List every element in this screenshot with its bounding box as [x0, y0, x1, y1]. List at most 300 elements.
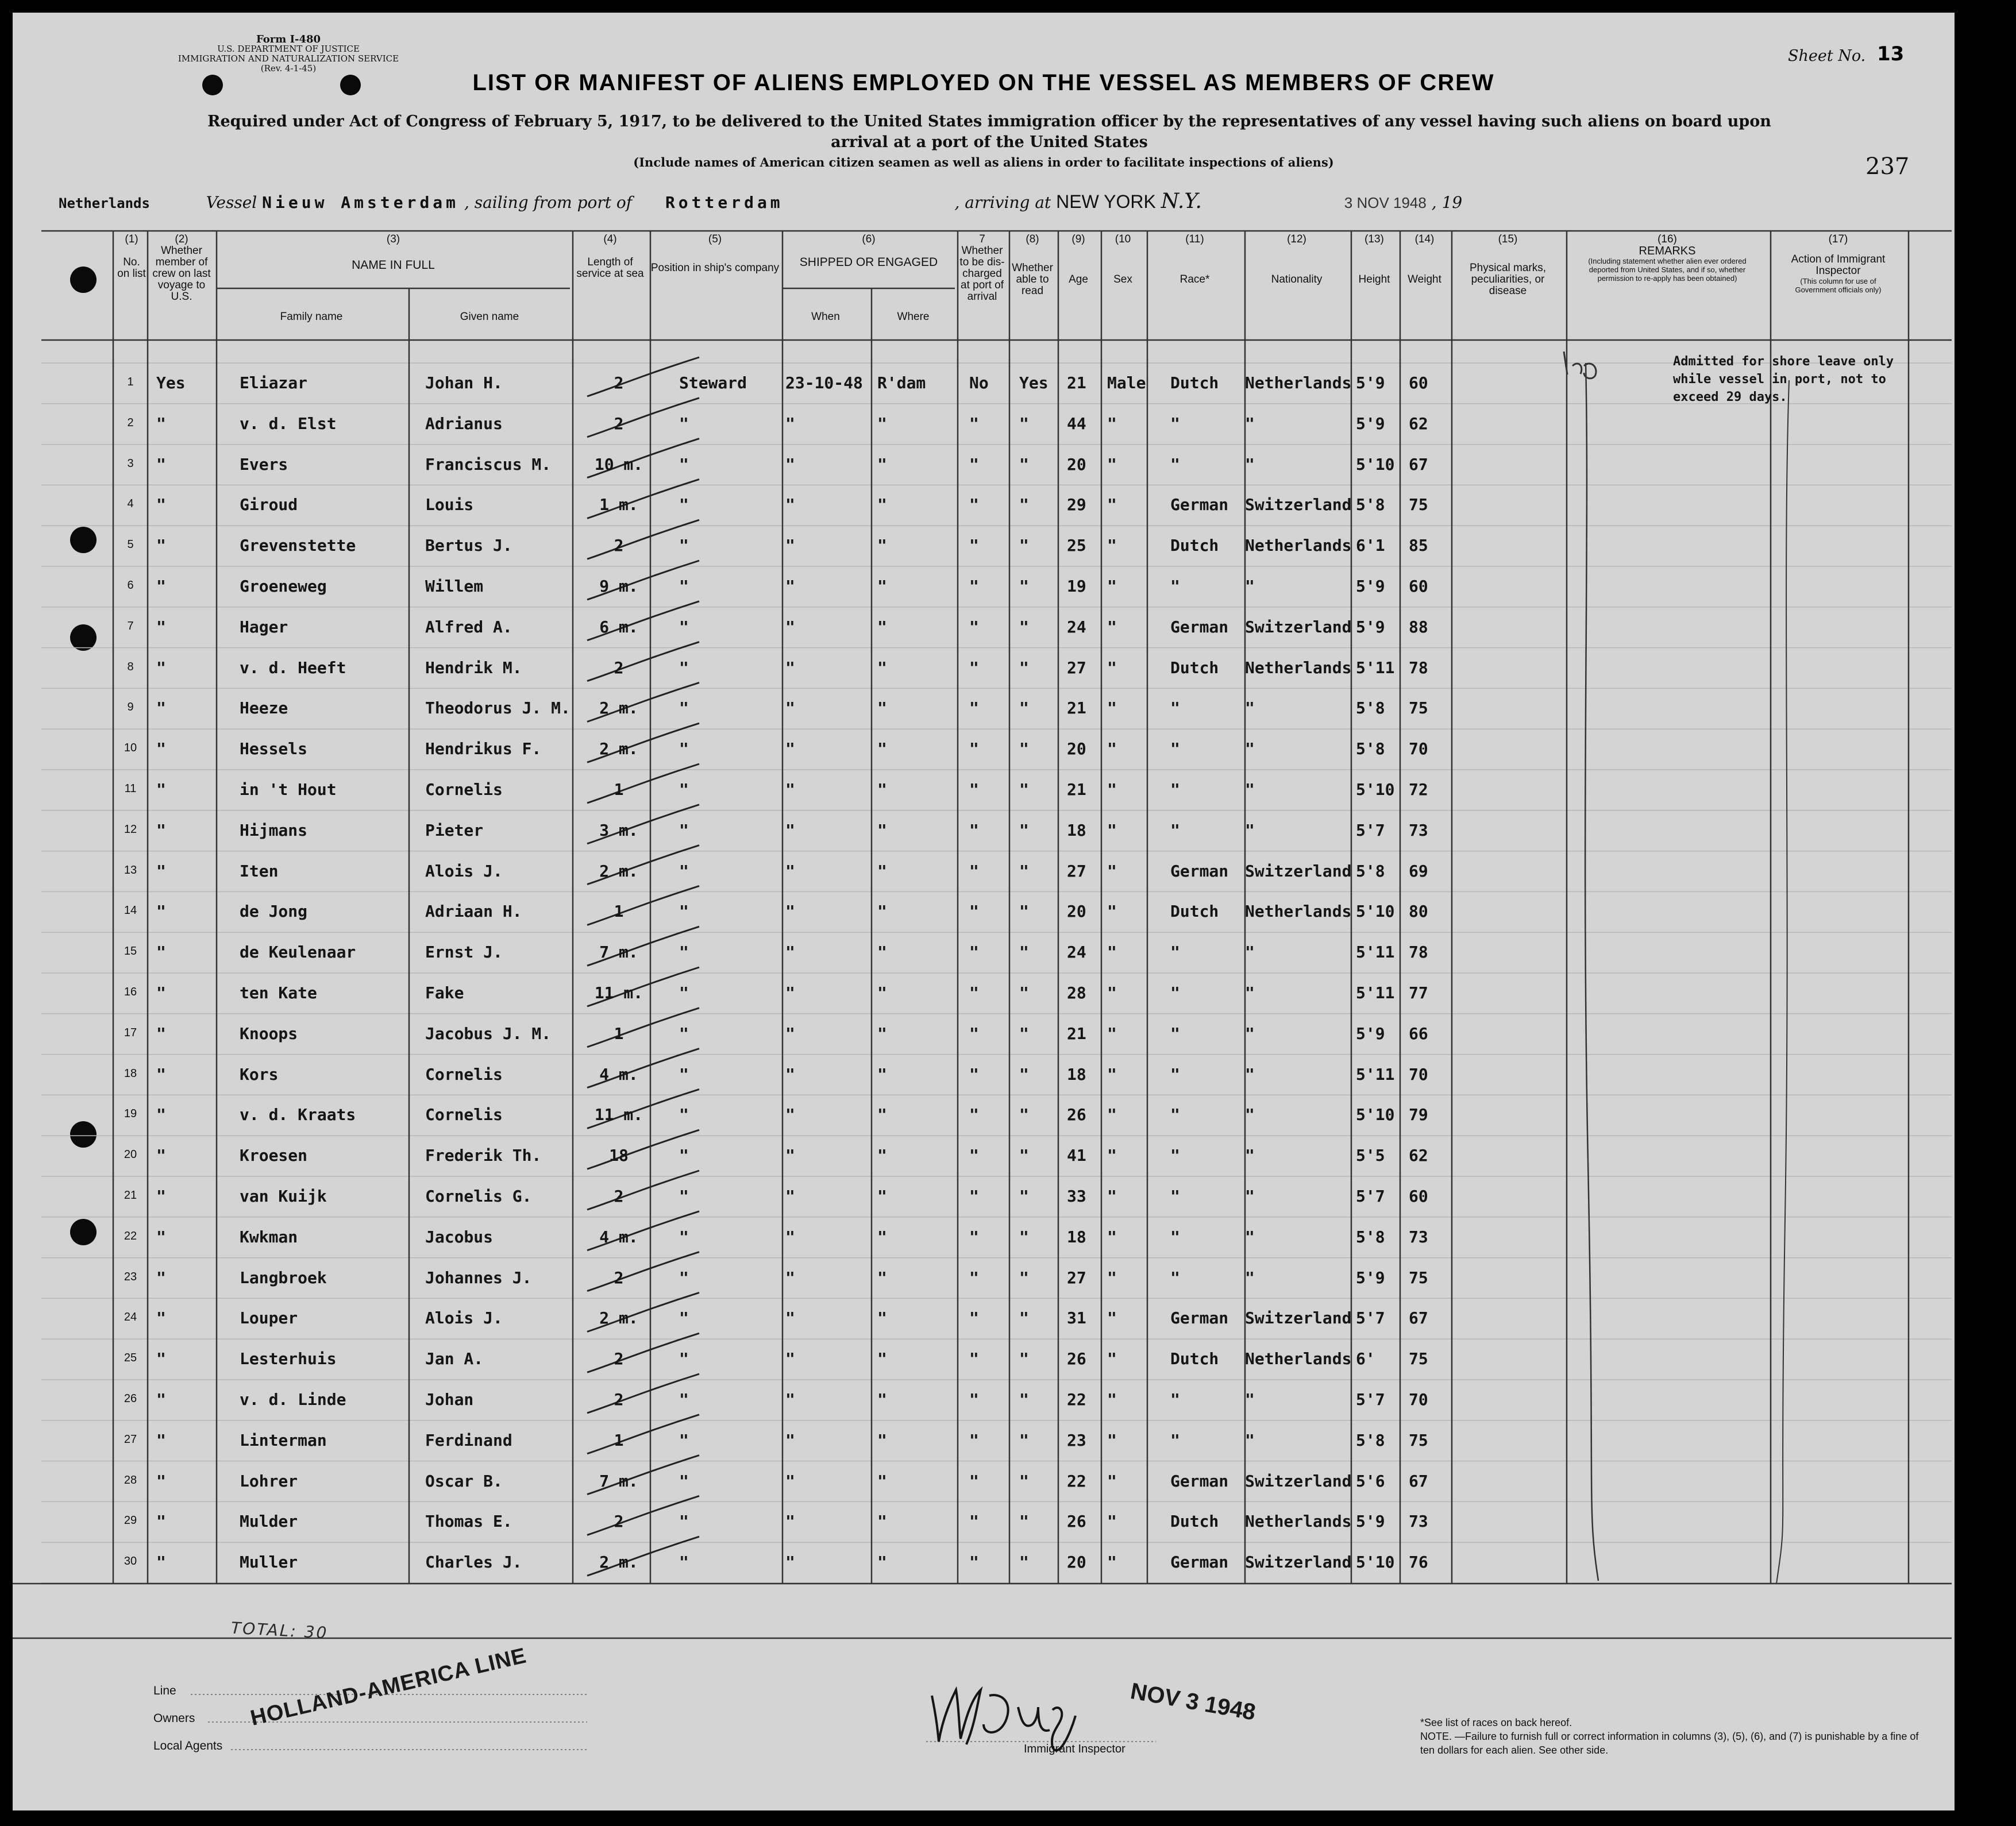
row-number: 9 — [127, 701, 134, 714]
cell-prev: " — [156, 1430, 166, 1450]
cell-read: " — [1019, 780, 1029, 799]
cell-discharged: " — [969, 1064, 979, 1084]
cell-family: Evers — [240, 454, 288, 474]
row-number: 19 — [124, 1107, 137, 1121]
cell-age: 19 — [1067, 577, 1086, 596]
cell-read: " — [1019, 861, 1029, 881]
col-label: Age — [1069, 273, 1088, 285]
cell-age: 24 — [1067, 943, 1086, 962]
cell-age: 20 — [1067, 739, 1086, 759]
cell-discharged: " — [969, 983, 979, 1002]
cell-discharged: " — [969, 658, 979, 677]
row-number: 12 — [124, 823, 137, 836]
cell-discharged: " — [969, 739, 979, 759]
cell-position: " — [679, 1064, 689, 1084]
cell-weight: 80 — [1409, 902, 1428, 921]
cell-prev: Yes — [156, 373, 186, 392]
cell-when: " — [785, 1024, 795, 1043]
cell-height: 5'8 — [1356, 495, 1385, 515]
cell-read: " — [1019, 1471, 1029, 1491]
remarks-line: while vessel in port, not to — [1673, 372, 1886, 387]
cell-discharged: " — [969, 698, 979, 718]
arriving-label: , arriving at — [954, 193, 1051, 212]
cell-given: Cornelis — [425, 1105, 503, 1125]
cell-when: " — [785, 820, 795, 840]
cell-where: " — [877, 495, 887, 515]
cell-where: " — [877, 1024, 887, 1043]
cell-nationality: Netherlands — [1245, 1349, 1352, 1369]
col-label: Action of Immigrant Inspector — [1791, 253, 1886, 277]
cell-race: German — [1170, 1308, 1229, 1328]
cell-age: 24 — [1067, 617, 1086, 636]
cell-given: Alois J. — [425, 1308, 503, 1328]
col-note: (Including statement whether alien ever ordered deported from United States, and if so, whether permission to re-apply has been obtained) — [1588, 257, 1747, 283]
cell-race: " — [1170, 1064, 1180, 1084]
row-number: 7 — [127, 619, 134, 632]
cell-height: 5'11 — [1356, 983, 1395, 1002]
cell-race: Dutch — [1170, 373, 1219, 392]
cell-prev: " — [156, 902, 166, 921]
cell-discharged: " — [969, 861, 979, 881]
cell-nationality: " — [1245, 1227, 1255, 1246]
cell-nationality: " — [1245, 698, 1255, 718]
cell-where: " — [877, 902, 887, 921]
col-number: (9) — [1071, 233, 1085, 245]
cell-when: " — [785, 1430, 795, 1450]
cell-service: 6 m. — [599, 617, 638, 636]
cell-height: 5'7 — [1356, 1308, 1385, 1328]
cell-discharged: " — [969, 1390, 979, 1409]
cell-discharged: " — [969, 1227, 979, 1246]
cell-read: " — [1019, 1105, 1029, 1125]
cell-age: 29 — [1067, 495, 1086, 515]
cell-discharged: " — [969, 1553, 979, 1572]
vessel-name: Nieuw Amsterdam — [262, 193, 460, 212]
col-number: (5) — [708, 233, 722, 245]
cell-family: Lohrer — [240, 1471, 298, 1491]
cell-prev: " — [156, 1553, 166, 1572]
requirement-text: Required under Act of Congress of February 5, 1917, to be delivered to the United States immigration officer by the representatives of any vessel having such aliens on board upon arrival at a port of the United States — [207, 113, 1771, 151]
cell-family: Hager — [240, 617, 288, 636]
races-note: *See list of races on back hereof. — [1420, 1717, 1572, 1728]
arrival-port: NEW YORK — [1056, 191, 1156, 212]
col-number: (2) — [175, 233, 188, 245]
cell-given: Frederik Th. — [425, 1146, 542, 1165]
cell-when: " — [785, 1553, 795, 1572]
cell-given: Pieter — [425, 820, 484, 840]
cell-where: " — [877, 780, 887, 799]
cell-family: Iten — [240, 861, 279, 881]
cell-sex: " — [1107, 414, 1117, 433]
cell-read: " — [1019, 495, 1029, 515]
cell-weight: 75 — [1409, 698, 1428, 718]
cell-discharged: " — [969, 1471, 979, 1491]
cell-weight: 70 — [1409, 739, 1428, 759]
cell-service: 9 m. — [599, 577, 638, 596]
col-number: (11) — [1185, 233, 1204, 245]
cell-when: " — [785, 861, 795, 881]
col-number: (4) — [603, 233, 617, 245]
agents-label: Local Agents — [153, 1739, 223, 1752]
cell-where: " — [877, 1430, 887, 1450]
cell-given: Oscar B. — [425, 1471, 503, 1491]
cell-service: 4 m. — [599, 1064, 638, 1084]
cell-prev: " — [156, 780, 166, 799]
cell-prev: " — [156, 536, 166, 555]
cell-nationality: " — [1245, 454, 1255, 474]
cell-when: " — [785, 902, 795, 921]
cell-nationality: " — [1245, 1268, 1255, 1287]
cell-where: " — [877, 1227, 887, 1246]
cell-sex: " — [1107, 658, 1117, 677]
col-number: (6) — [862, 233, 876, 245]
cell-prev: " — [156, 1064, 166, 1084]
cell-service: 1 — [614, 780, 624, 799]
cell-discharged: " — [969, 943, 979, 962]
cell-position: " — [679, 861, 689, 881]
cell-where: " — [877, 1512, 887, 1531]
cell-weight: 62 — [1409, 1146, 1428, 1165]
cell-age: 22 — [1067, 1390, 1086, 1409]
cell-nationality: " — [1245, 820, 1255, 840]
cell-given: Hendrik M. — [425, 658, 522, 677]
cell-nationality: " — [1245, 1064, 1255, 1084]
row-number: 29 — [124, 1514, 137, 1527]
cell-weight: 60 — [1409, 577, 1428, 596]
cell-weight: 67 — [1409, 1308, 1428, 1328]
cell-height: 5'8 — [1356, 739, 1385, 759]
cell-read: " — [1019, 1553, 1029, 1572]
cell-where: " — [877, 820, 887, 840]
cell-height: 5'8 — [1356, 861, 1385, 881]
cell-when: " — [785, 1187, 795, 1206]
cell-read: " — [1019, 1268, 1029, 1287]
cell-where: " — [877, 1105, 887, 1125]
cell-position: " — [679, 1024, 689, 1043]
col-number: 7 — [979, 233, 985, 245]
cell-sex: Male — [1107, 373, 1146, 392]
cell-age: 33 — [1067, 1187, 1086, 1206]
row-number: 24 — [124, 1311, 137, 1324]
cell-discharged: " — [969, 617, 979, 636]
cell-discharged: " — [969, 1308, 979, 1328]
cell-sex: " — [1107, 1430, 1117, 1450]
cell-service: 1 — [614, 1430, 624, 1450]
cell-family: Louper — [240, 1308, 298, 1328]
cell-given: Ernst J. — [425, 943, 503, 962]
cell-sex: " — [1107, 820, 1117, 840]
cell-age: 18 — [1067, 820, 1086, 840]
cell-prev: " — [156, 1308, 166, 1328]
cell-height: 5'5 — [1356, 1146, 1385, 1165]
cell-where: " — [877, 617, 887, 636]
flag: Netherlands — [59, 195, 150, 211]
cell-service: 2 — [614, 536, 624, 555]
cell-weight: 78 — [1409, 943, 1428, 962]
cell-family: Grevenstette — [240, 536, 356, 555]
cell-given: Adriaan H. — [425, 902, 522, 921]
cell-family: de Jong — [240, 902, 308, 921]
cell-prev: " — [156, 658, 166, 677]
cell-race: " — [1170, 983, 1180, 1002]
col-label: Position in ship's company — [650, 262, 780, 274]
given-name-header: Given name — [460, 311, 519, 323]
cell-when: " — [785, 698, 795, 718]
cell-when: " — [785, 1105, 795, 1125]
arrival-port-handwritten: N.Y. — [1161, 190, 1202, 213]
col-label: Whether able to read — [1012, 262, 1053, 297]
col-number: (12) — [1287, 233, 1306, 245]
cell-position: " — [679, 577, 689, 596]
cell-family: Kwkman — [240, 1227, 298, 1246]
cell-nationality: Netherlands — [1245, 902, 1352, 921]
cell-race: German — [1170, 861, 1229, 881]
cell-where: " — [877, 658, 887, 677]
cell-sex: " — [1107, 1553, 1117, 1572]
cell-race: Dutch — [1170, 1349, 1219, 1369]
cell-race: " — [1170, 1430, 1180, 1450]
cell-when: " — [785, 1471, 795, 1491]
cell-nationality: " — [1245, 1390, 1255, 1409]
cell-when: 23-10-48 — [785, 373, 863, 392]
row-number: 15 — [124, 945, 137, 958]
cell-sex: " — [1107, 1064, 1117, 1084]
cell-nationality: " — [1245, 1024, 1255, 1043]
col-number: (15) — [1498, 233, 1518, 245]
cell-weight: 75 — [1409, 1430, 1428, 1450]
cell-family: Kors — [240, 1064, 279, 1084]
arrival-date: 3 NOV 1948 — [1344, 194, 1427, 211]
cell-service: 2 — [614, 373, 624, 392]
cell-height: 5'9 — [1356, 1268, 1385, 1287]
cell-where: " — [877, 577, 887, 596]
cell-given: Ferdinand — [425, 1430, 512, 1450]
cell-position: " — [679, 658, 689, 677]
cell-prev: " — [156, 1187, 166, 1206]
cell-where: " — [877, 454, 887, 474]
cell-position: " — [679, 820, 689, 840]
cell-age: 26 — [1067, 1105, 1086, 1125]
cell-weight: 85 — [1409, 536, 1428, 555]
cell-given: Adrianus — [425, 414, 503, 433]
cell-race: " — [1170, 698, 1180, 718]
cell-discharged: " — [969, 1268, 979, 1287]
cell-where: " — [877, 1064, 887, 1084]
cell-when: " — [785, 1390, 795, 1409]
cell-prev: " — [156, 1146, 166, 1165]
cell-sex: " — [1107, 454, 1117, 474]
cell-service: 2 m. — [599, 1553, 638, 1572]
col-label: Weight — [1408, 273, 1441, 285]
cell-discharged: " — [969, 820, 979, 840]
cell-prev: " — [156, 820, 166, 840]
total-count: TOTAL: 30 — [230, 1618, 329, 1643]
cell-given: Cornelis G. — [425, 1187, 532, 1206]
col-label: No. on list — [117, 256, 146, 280]
sheet-label: Sheet No. — [1788, 47, 1866, 65]
cell-when: " — [785, 577, 795, 596]
cell-position: " — [679, 943, 689, 962]
cell-race: Dutch — [1170, 536, 1219, 555]
cell-service: 2 — [614, 1390, 624, 1409]
cell-height: 5'7 — [1356, 820, 1385, 840]
cell-nationality: " — [1245, 1187, 1255, 1206]
cell-race: " — [1170, 414, 1180, 433]
revision: (Rev. 4-1-45) — [260, 63, 317, 74]
col-note: (This column for use of Government officials only) — [1795, 277, 1882, 294]
cell-position: " — [679, 1146, 689, 1165]
cell-where: " — [877, 536, 887, 555]
cell-age: 18 — [1067, 1064, 1086, 1084]
cell-when: " — [785, 1227, 795, 1246]
cell-position: " — [679, 1227, 689, 1246]
cell-when: " — [785, 495, 795, 515]
cell-weight: 88 — [1409, 617, 1428, 636]
cell-age: 25 — [1067, 536, 1086, 555]
cell-age: 22 — [1067, 1471, 1086, 1491]
cell-sex: " — [1107, 861, 1117, 881]
cell-sex: " — [1107, 1349, 1117, 1369]
page-title: LIST OR MANIFEST OF ALIENS EMPLOYED ON THE VESSEL AS MEMBERS OF CREW — [472, 70, 1495, 95]
cell-where: " — [877, 1349, 887, 1369]
col-label: Nationality — [1271, 273, 1323, 285]
cell-prev: " — [156, 983, 166, 1002]
cell-weight: 66 — [1409, 1024, 1428, 1043]
cell-age: 18 — [1067, 1227, 1086, 1246]
cell-when: " — [785, 780, 795, 799]
cell-height: 5'10 — [1356, 454, 1395, 474]
cell-height: 5'9 — [1356, 577, 1385, 596]
cell-where: " — [877, 739, 887, 759]
cell-where: " — [877, 1390, 887, 1409]
cell-read: " — [1019, 414, 1029, 433]
cell-race: " — [1170, 1390, 1180, 1409]
cell-sex: " — [1107, 495, 1117, 515]
cell-prev: " — [156, 1349, 166, 1369]
cell-age: 21 — [1067, 373, 1086, 392]
cell-read: " — [1019, 1349, 1029, 1369]
cell-family: Kroesen — [240, 1146, 308, 1165]
cell-discharged: " — [969, 414, 979, 433]
row-number: 18 — [124, 1067, 137, 1080]
cell-race: Dutch — [1170, 1512, 1219, 1531]
cell-race: " — [1170, 1187, 1180, 1206]
cell-weight: 69 — [1409, 861, 1428, 881]
cell-height: 5'9 — [1356, 373, 1385, 392]
cell-sex: " — [1107, 698, 1117, 718]
row-number: 6 — [127, 579, 134, 592]
cell-family: v. d. Heeft — [240, 658, 346, 677]
page-number: 237 — [1865, 153, 1910, 180]
cell-family: de Keulenaar — [240, 943, 356, 962]
cell-service: 10 m. — [594, 454, 643, 474]
row-number: 23 — [124, 1270, 137, 1283]
cell-when: " — [785, 536, 795, 555]
cell-discharged: " — [969, 1146, 979, 1165]
cell-family: Groeneweg — [240, 577, 327, 596]
cell-read: " — [1019, 983, 1029, 1002]
row-number: 10 — [124, 742, 137, 755]
cell-age: 44 — [1067, 414, 1086, 433]
cell-when: " — [785, 617, 795, 636]
cell-service: 1 — [614, 902, 624, 921]
cell-nationality: Netherlands — [1245, 658, 1352, 677]
cell-given: Hendrikus F. — [425, 739, 542, 759]
cell-race: " — [1170, 739, 1180, 759]
cell-read: " — [1019, 1308, 1029, 1328]
cell-read: " — [1019, 1390, 1029, 1409]
cell-height: 5'9 — [1356, 1024, 1385, 1043]
cell-height: 5'11 — [1356, 1064, 1395, 1084]
cell-when: " — [785, 414, 795, 433]
cell-prev: " — [156, 739, 166, 759]
sailing-label: , sailing from port of — [464, 193, 633, 212]
cell-sex: " — [1107, 902, 1117, 921]
cell-race: " — [1170, 1227, 1180, 1246]
manifest-sheet — [13, 13, 1955, 1810]
cell-prev: " — [156, 1024, 166, 1043]
cell-where: " — [877, 1268, 887, 1287]
cell-prev: " — [156, 1512, 166, 1531]
port-of-departure: Rotterdam — [665, 193, 784, 212]
cell-service: 2 m. — [599, 861, 638, 881]
cell-sex: " — [1107, 943, 1117, 962]
row-number: 2 — [127, 416, 134, 429]
cell-service: 2 — [614, 658, 624, 677]
row-number: 21 — [124, 1189, 137, 1202]
cell-family: van Kuijk — [240, 1187, 327, 1206]
vessel-label: Vessel — [206, 193, 257, 212]
cell-position: " — [679, 780, 689, 799]
cell-position: " — [679, 454, 689, 474]
cell-when: " — [785, 739, 795, 759]
cell-height: 5'9 — [1356, 1512, 1385, 1531]
cell-race: German — [1170, 495, 1229, 515]
cell-discharged: " — [969, 1512, 979, 1531]
cell-family: Knoops — [240, 1024, 298, 1043]
cell-given: Jan A. — [425, 1349, 484, 1369]
cell-weight: 77 — [1409, 983, 1428, 1002]
cell-family: Muller — [240, 1553, 298, 1572]
row-number: 8 — [127, 660, 134, 673]
cell-discharged: No — [969, 373, 989, 392]
cell-prev: " — [156, 1105, 166, 1125]
cell-when: " — [785, 1268, 795, 1287]
cell-race: German — [1170, 1553, 1229, 1572]
cell-given: Alois J. — [425, 861, 503, 881]
cell-sex: " — [1107, 983, 1117, 1002]
cell-sex: " — [1107, 780, 1117, 799]
cell-height: 5'10 — [1356, 1553, 1395, 1572]
cell-family: Eliazar — [240, 373, 308, 392]
cell-weight: 73 — [1409, 820, 1428, 840]
cell-weight: 60 — [1409, 373, 1428, 392]
family-name-header: Family name — [280, 311, 343, 323]
col-number: (17) — [1828, 233, 1848, 245]
cell-given: Johan H. — [425, 373, 503, 392]
col-number: (16) — [1657, 233, 1677, 245]
cell-position: " — [679, 1268, 689, 1287]
cell-read: " — [1019, 536, 1029, 555]
cell-when: " — [785, 1308, 795, 1328]
cell-weight: 60 — [1409, 1187, 1428, 1206]
cell-height: 5'10 — [1356, 902, 1395, 921]
cell-sex: " — [1107, 577, 1117, 596]
cell-service: 2 — [614, 1512, 624, 1531]
cell-where: " — [877, 983, 887, 1002]
cell-age: 31 — [1067, 1308, 1086, 1328]
col-number: (13) — [1364, 233, 1384, 245]
